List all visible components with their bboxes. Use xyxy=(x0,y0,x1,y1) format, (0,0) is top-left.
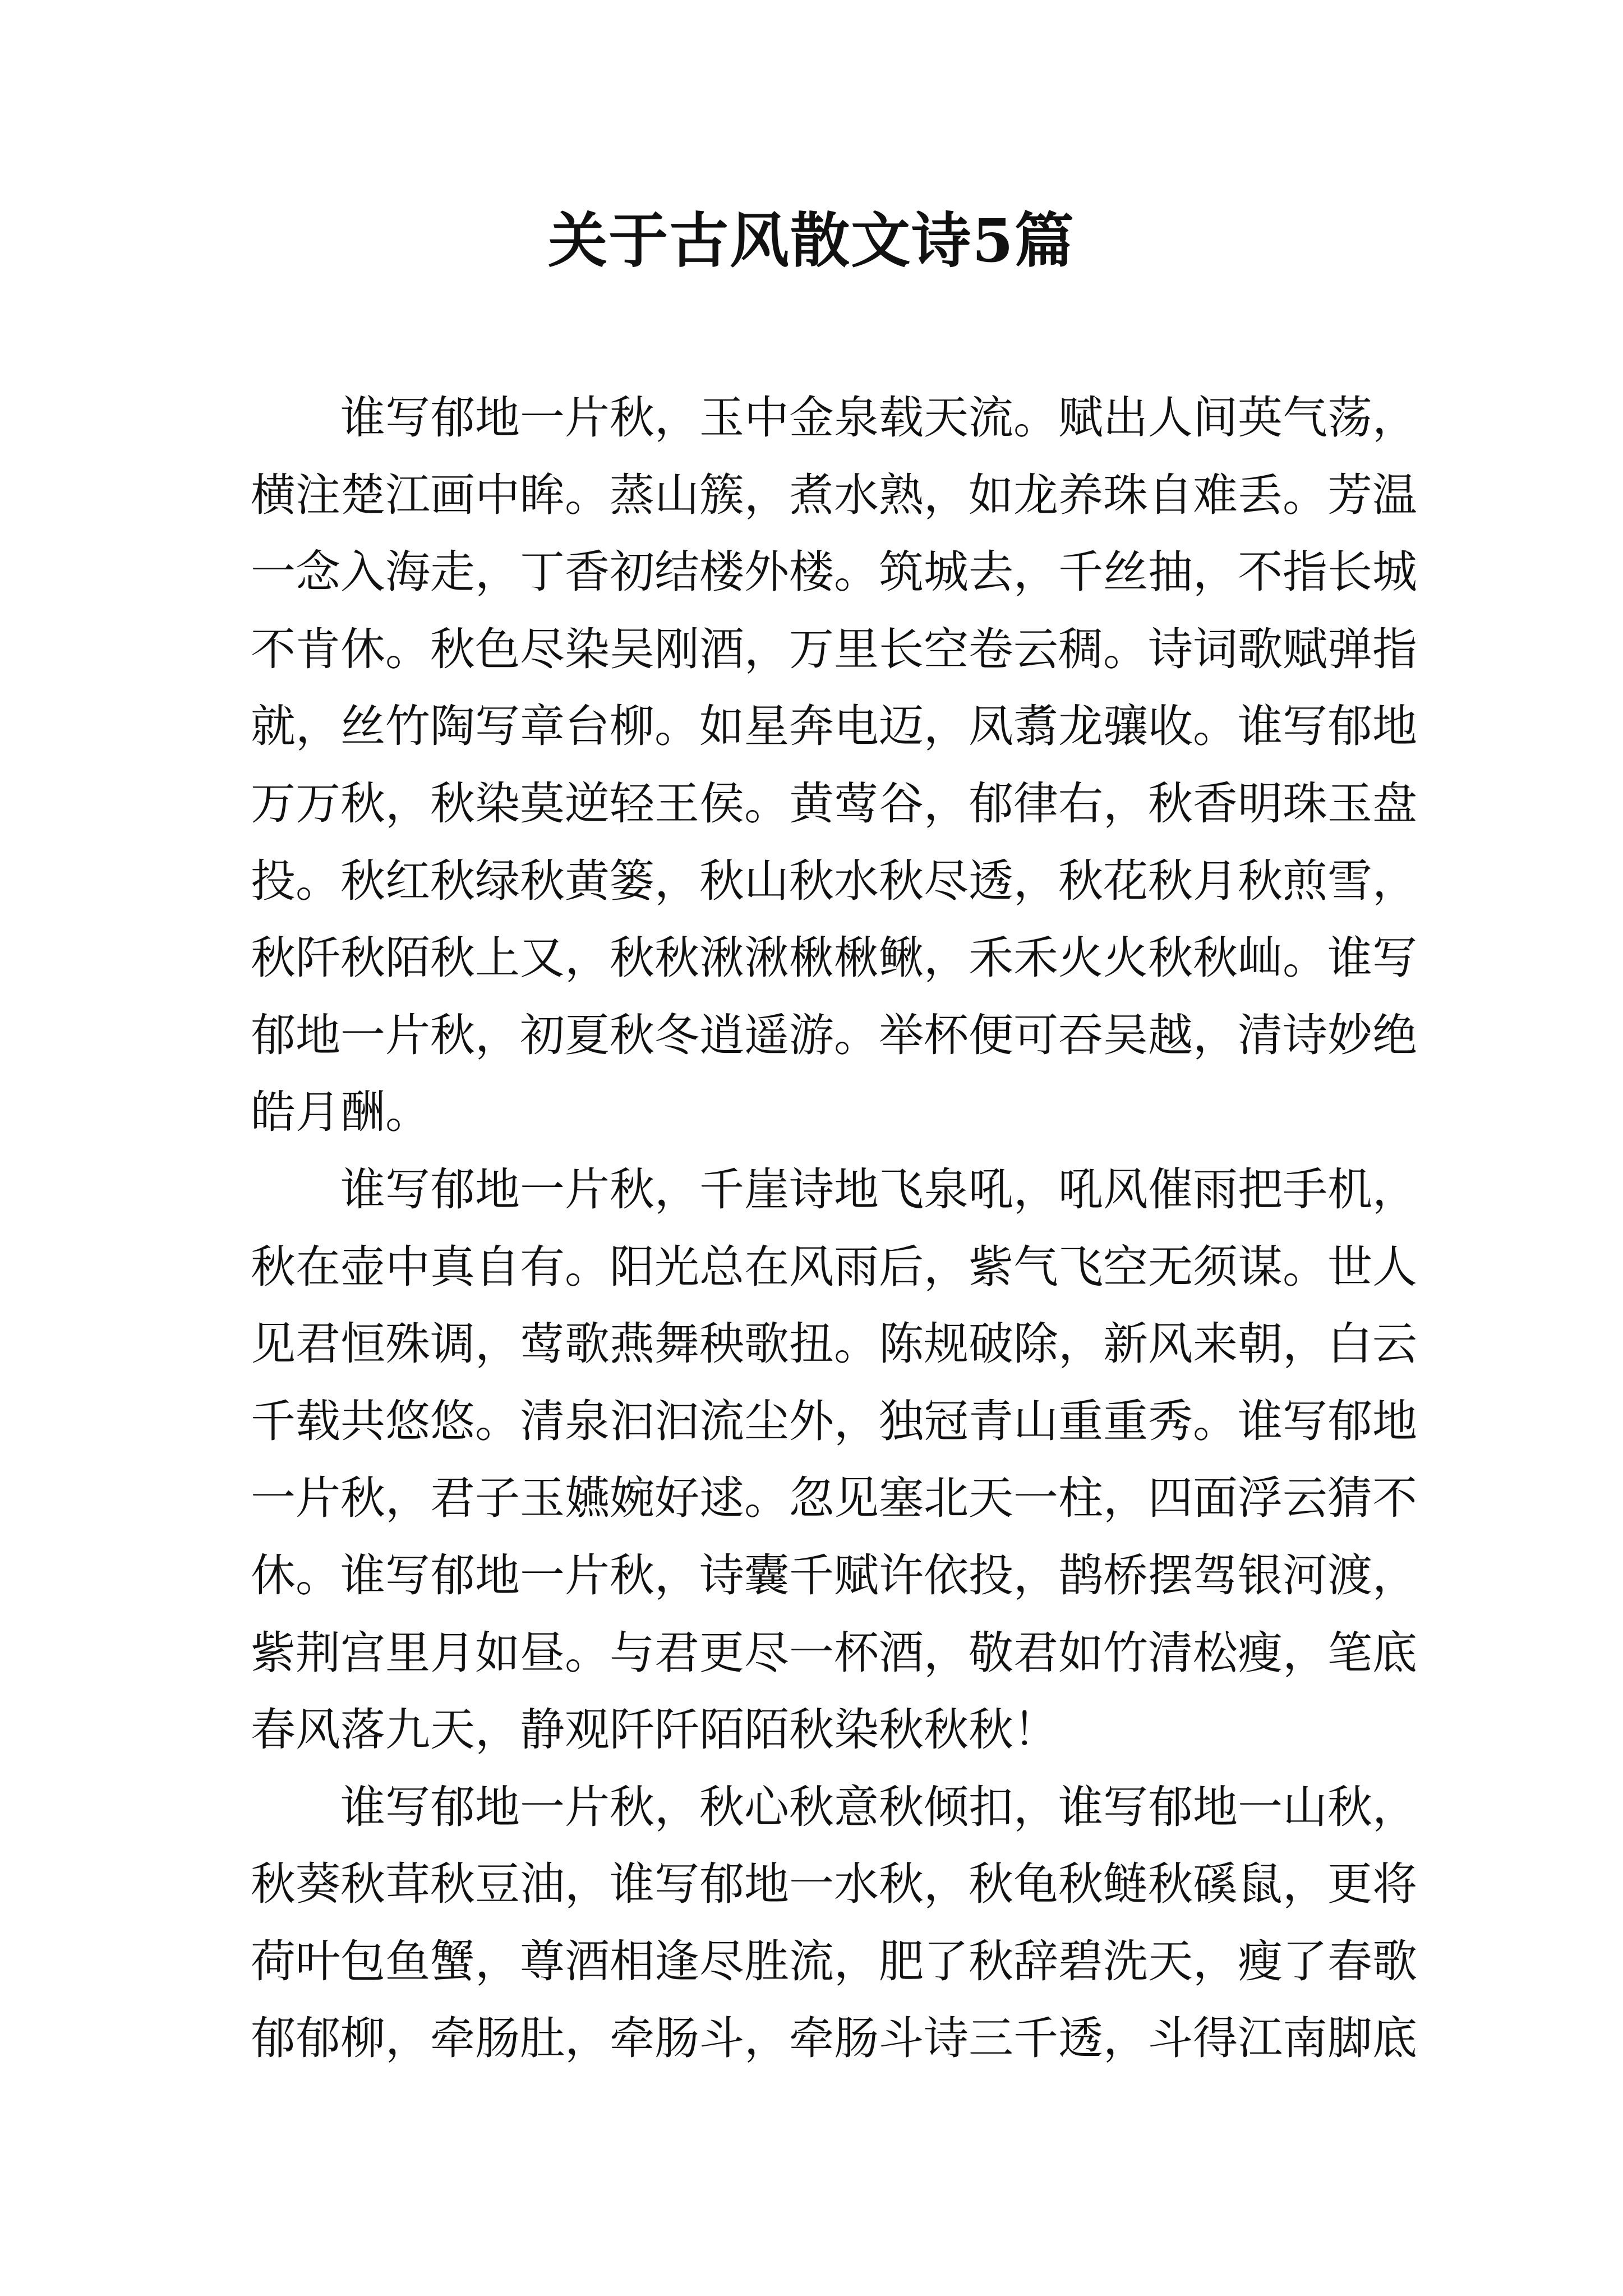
paragraph-1 xyxy=(251,379,1417,1151)
document-title: 关于古风散文诗5篇 xyxy=(548,205,1075,275)
text-line: 横注楚江画中眸。蒸山簇，煮水熟，如龙养珠自难丢。芳温 xyxy=(251,468,1417,521)
text-line: 荷叶包鱼蟹，尊酒相逢尽胜流，肥了秋辞碧洗天，瘦了春歌 xyxy=(251,1935,1417,1987)
text-line: 春风落九天，静观阡阡陌陌秋染秋秋秋！ xyxy=(251,1704,1058,1756)
text-line: 秋阡秋陌秋上又，秋秋湫湫楸楸鳅，禾禾火火秋秋屾。谁写 xyxy=(251,932,1417,984)
text-line: 千载共悠悠。清泉汩汩流尘外，独冠青山重重秀。谁写郁地 xyxy=(251,1395,1417,1447)
text-line: 一念入海走，丁香初结楼外楼。筑城去，千丝抽，不指长城 xyxy=(251,546,1417,599)
paragraph-2 xyxy=(251,1151,1417,1769)
text-line: 秋葵秋茸秋豆油，谁写郁地一水秋，秋龟秋鲢秋磎鼠，更将 xyxy=(251,1858,1417,1911)
text-line: 郁地一片秋，初夏秋冬逍遥游。举杯便可吞吴越，清诗妙绝 xyxy=(251,1009,1417,1061)
text-line: 谁写郁地一片秋，秋心秋意秋倾扣，谁写郁地一山秋， xyxy=(340,1780,1417,1833)
text-line: 不肯休。秋色尽染吴刚酒，万里长空卷云稠。诗词歌赋弹指 xyxy=(251,623,1417,675)
text-line: 秋在壶中真自有。阳光总在风雨后，紫气飞空无须谋。世人 xyxy=(251,1240,1417,1293)
document-body xyxy=(251,379,1417,2077)
text-line: 投。秋红秋绿秋黄篓，秋山秋水秋尽透，秋花秋月秋煎雪， xyxy=(251,854,1417,907)
text-line: 郁郁柳，牵肠肚，牵肠斗，牵肠斗诗三千透，斗得江南脚底 xyxy=(251,2012,1417,2065)
text-line: 谁写郁地一片秋，千崖诗地飞泉吼，吼风催雨把手机， xyxy=(340,1163,1417,1216)
text-line: 万万秋，秋染莫逆轻王侯。黄莺谷，郁律右，秋香明珠玉盘 xyxy=(251,777,1417,830)
text-line: 见君恒殊调，莺歌燕舞秧歌扭。陈规破除，新风来朝，白云 xyxy=(251,1318,1417,1370)
paragraph-3 xyxy=(251,1769,1417,2077)
text-line: 一片秋，君子玉嬿婉好逑。忽见塞北天一柱，四面浮云猜不 xyxy=(251,1472,1417,1525)
text-line: 皓月酬。 xyxy=(251,1086,430,1139)
text-line: 就，丝竹陶写章台柳。如星奔电迈，凤翥龙骧收。谁写郁地 xyxy=(251,700,1417,753)
text-line: 休。谁写郁地一片秋，诗囊千赋许依投，鹊桥摆驾银河渡， xyxy=(251,1549,1417,1602)
text-line: 紫荆宫里月如昼。与君更尽一杯酒，敬君如竹清松瘦，笔底 xyxy=(251,1626,1417,1679)
text-line: 谁写郁地一片秋，玉中金泉载天流。赋出人间英气荡， xyxy=(340,392,1417,444)
